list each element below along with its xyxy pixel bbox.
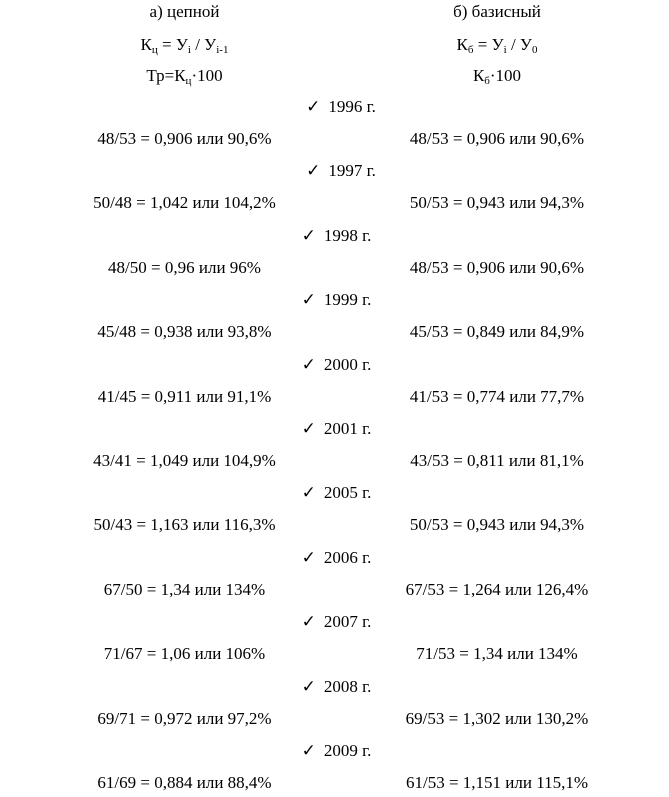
year-label: 2007 г.: [323, 612, 372, 631]
base-index-value: 71/53 = 1,34 или 134%: [416, 644, 578, 663]
header-rates-row: [0, 64, 669, 88]
base-index-value: 48/53 = 0,906 или 90,6%: [409, 129, 585, 148]
values-row: [0, 320, 669, 344]
chain-formula-lhs-sub: ц: [151, 44, 158, 56]
chain-title: а) цепной: [149, 2, 220, 21]
year-label: 2005 г.: [323, 483, 372, 502]
base-index-value: 50/53 = 0,943 или 94,3%: [409, 515, 585, 534]
chain-index-value: 67/50 = 1,34 или 134%: [103, 580, 266, 599]
base-index-value: 69/53 = 1,302 или 130,2%: [405, 709, 589, 728]
chain-rate-post: ·100: [191, 66, 223, 85]
values-row: [0, 513, 669, 537]
base-index-value: 45/53 = 0,849 или 84,9%: [409, 322, 585, 341]
chain-index-value: 43/41 = 1,049 или 104,9%: [93, 451, 276, 470]
chain-formula-eq: = У: [157, 35, 188, 54]
base-index-value: 48/53 = 0,906 или 90,6%: [409, 258, 585, 277]
header-formulas-row: [0, 33, 669, 57]
chain-formula-i: i: [187, 44, 191, 56]
year-label: 1996 г.: [328, 97, 376, 116]
checkmark-icon: ✓: [301, 355, 316, 374]
base-rate-post: ·100: [489, 66, 522, 85]
year-label: 1998 г.: [323, 226, 372, 245]
year-heading: [0, 288, 669, 312]
base-index-value: 67/53 = 1,264 или 126,4%: [405, 580, 589, 599]
values-row: [0, 642, 669, 666]
base-formula-eq: = У: [473, 35, 504, 54]
chain-index-value: 48/53 = 0,906 или 90,6%: [97, 129, 272, 148]
year-heading: [0, 675, 669, 699]
values-row: [0, 127, 669, 151]
checkmark-icon: ✓: [301, 483, 316, 502]
values-row: [0, 191, 669, 215]
base-index-value: 43/53 = 0,811 или 81,1%: [410, 451, 584, 470]
year-heading: [0, 610, 669, 634]
checkmark-icon: ✓: [301, 290, 316, 309]
year-label: 1999 г.: [323, 290, 372, 309]
year-heading: [0, 95, 669, 119]
year-heading: [0, 546, 669, 570]
base-formula-base: 0: [531, 44, 538, 56]
chain-index-value: 69/71 = 0,972 или 97,2%: [97, 709, 272, 728]
checkmark-icon: ✓: [301, 419, 316, 438]
values-row: [0, 385, 669, 409]
chain-rate-formula: [0, 64, 369, 88]
base-formula-slash: / У: [506, 35, 532, 54]
chain-formula-lhs: К: [140, 35, 152, 54]
chain-formula: [0, 33, 369, 57]
checkmark-icon: ✓: [301, 612, 316, 631]
base-rate-sub: б: [484, 75, 490, 87]
year-label: 2006 г.: [323, 548, 372, 567]
chain-formula-slash: / У: [190, 35, 217, 54]
base-formula: [330, 33, 664, 57]
year-heading: [0, 159, 669, 183]
base-index-value: 61/53 = 1,151 или 115,1%: [405, 773, 589, 792]
chain-formula-prev: i-1: [216, 44, 229, 56]
chain-index-value: 41/45 = 0,911 или 91,1%: [97, 387, 272, 406]
checkmark-icon: ✓: [301, 741, 316, 760]
header-titles-row: [0, 0, 669, 24]
values-row: [0, 256, 669, 280]
values-row: [0, 707, 669, 731]
values-row: [0, 449, 669, 473]
year-label: 2009 г.: [323, 741, 372, 760]
base-formula-lhs-sub: б: [467, 44, 474, 56]
year-heading: [0, 353, 669, 377]
year-label: 2008 г.: [323, 677, 372, 696]
base-title: б) базисный: [453, 2, 541, 21]
checkmark-icon: ✓: [301, 226, 316, 245]
chain-index-value: 45/48 = 0,938 или 93,8%: [97, 322, 272, 341]
chain-index-value: 71/67 = 1,06 или 106%: [103, 644, 266, 663]
base-index-value: 50/53 = 0,943 или 94,3%: [409, 193, 585, 212]
year-label: 2001 г.: [323, 419, 372, 438]
year-heading: [0, 481, 669, 505]
year-heading: [0, 739, 669, 763]
checkmark-icon: ✓: [306, 161, 321, 180]
base-rate-pre: К: [472, 66, 485, 85]
chain-index-value: 50/43 = 1,163 или 116,3%: [93, 515, 276, 534]
base-rate-formula: [330, 64, 664, 88]
checkmark-icon: ✓: [301, 548, 316, 567]
values-row: [0, 771, 669, 795]
base-formula-lhs: К: [456, 35, 468, 54]
year-label: 1997 г.: [328, 161, 376, 180]
chain-index-value: 61/69 = 0,884 или 88,4%: [97, 773, 272, 792]
chain-index-value: 50/48 = 1,042 или 104,2%: [93, 193, 276, 212]
year-label: 2000 г.: [323, 355, 372, 374]
year-heading: [0, 417, 669, 441]
checkmark-icon: ✓: [306, 97, 321, 116]
values-row: [0, 578, 669, 602]
checkmark-icon: ✓: [301, 677, 316, 696]
year-heading: [0, 224, 669, 248]
base-formula-i: i: [503, 44, 507, 56]
chain-index-value: 48/50 = 0,96 или 96%: [108, 258, 261, 277]
chain-rate-pre: Тр=К: [146, 66, 186, 85]
chain-rate-sub: ц: [185, 75, 192, 87]
base-index-value: 41/53 = 0,774 или 77,7%: [409, 387, 585, 406]
